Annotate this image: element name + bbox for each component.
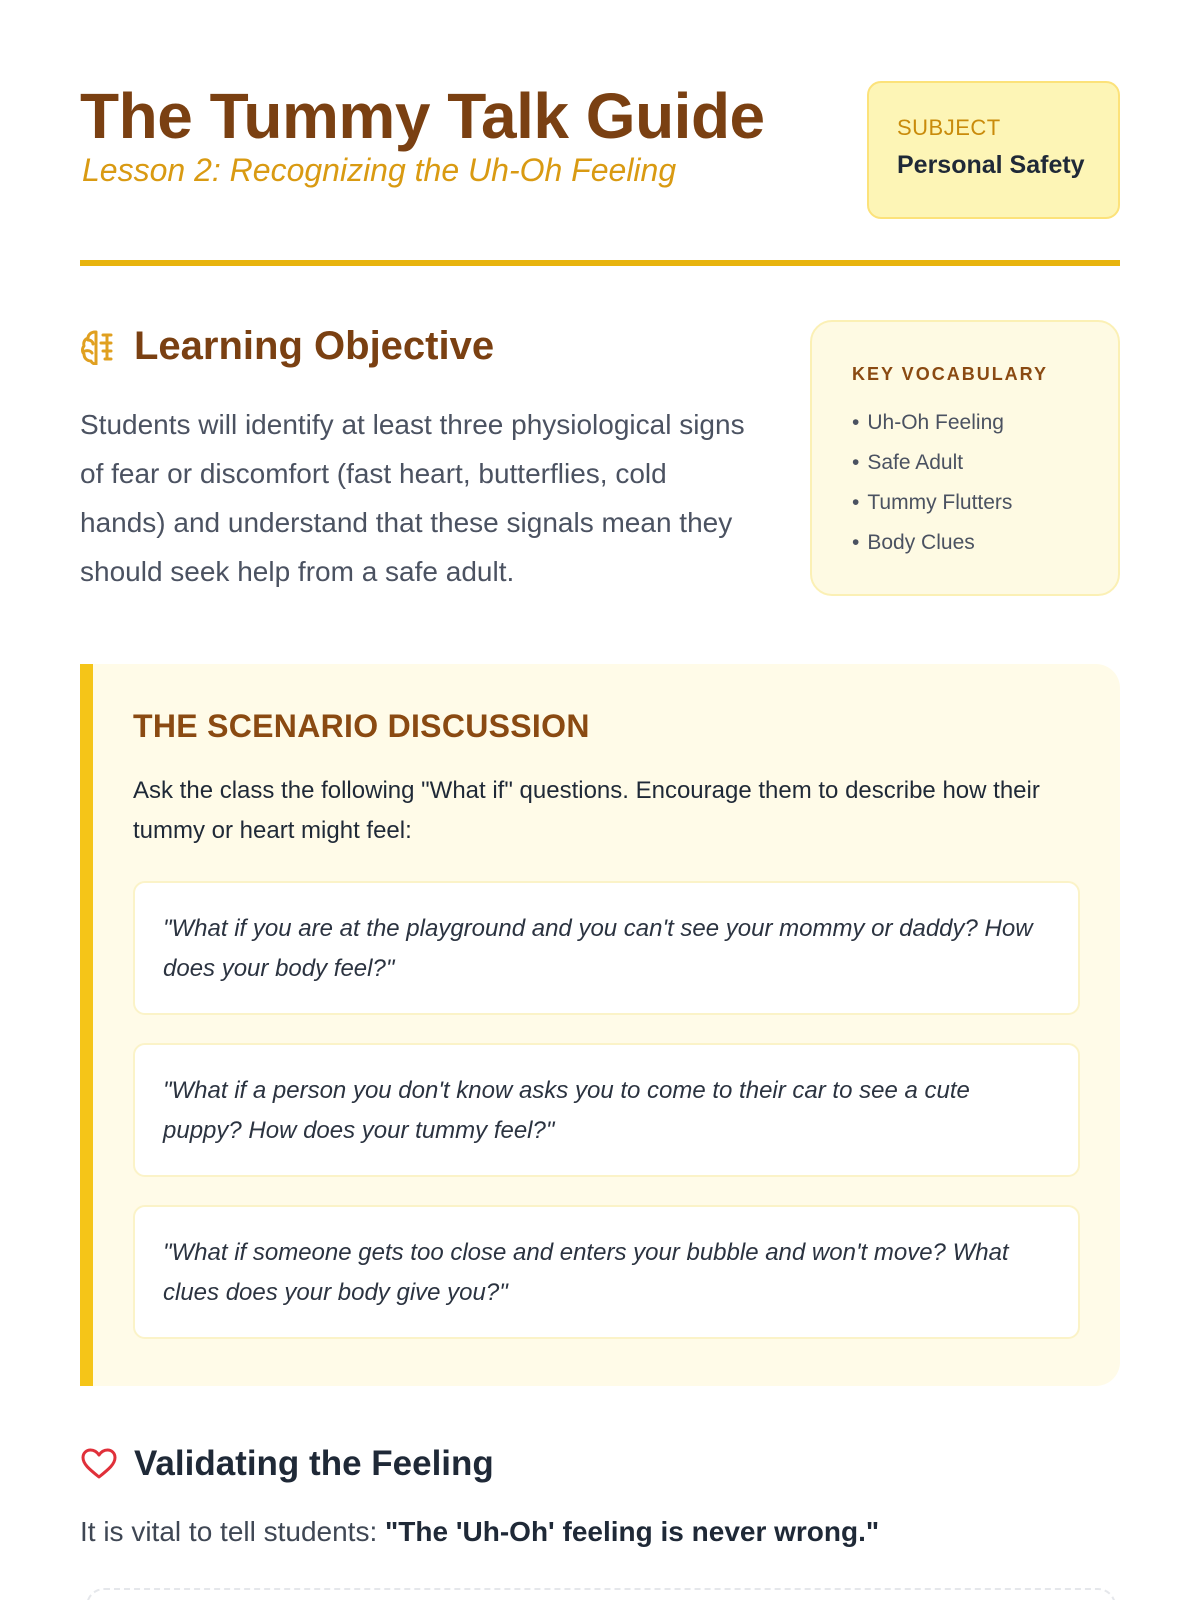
validation-body bbox=[80, 1516, 1120, 1548]
dashed-callout-box bbox=[86, 1588, 1116, 1600]
validation-body-prefix: It is vital to tell students: bbox=[80, 1516, 386, 1547]
vocabulary-item: • Tummy Flutters bbox=[852, 483, 1118, 523]
validation-heading bbox=[80, 1442, 1120, 1486]
validation-heading-text: Validating the Feeling bbox=[134, 1444, 494, 1483]
vocabulary-item: • Uh-Oh Feeling bbox=[852, 403, 1118, 443]
vocabulary-item: • Body Clues bbox=[852, 523, 1118, 563]
scenario-title: THE SCENARIO DISCUSSION bbox=[133, 708, 590, 744]
lesson-subtitle: Lesson 2: Recognizing the Uh-Oh Feeling bbox=[82, 152, 677, 188]
key-vocabulary-card bbox=[810, 320, 1120, 596]
subject-label: SUBJECT bbox=[897, 115, 1001, 140]
vocabulary-item: • Safe Adult bbox=[852, 443, 1118, 483]
objective-body: Students will identify at least three physiological signs of fear or discomfort (fast heart, butterflies, cold hands) and understand that these signals mean they should seek help from a safe adult. bbox=[80, 409, 745, 587]
scenario-question-card: "What if a person you don't know asks you to come to their car to see a cute puppy? How does your tummy feel?" bbox=[133, 1043, 1080, 1177]
validation-quote: "The 'Uh-Oh' feeling is never wrong." bbox=[385, 1516, 880, 1547]
header bbox=[80, 80, 1120, 220]
vocabulary-list bbox=[852, 403, 1118, 563]
scenario-discussion-section bbox=[80, 664, 1120, 1386]
brain-icon bbox=[80, 327, 118, 365]
page-title: The Tummy Talk Guide bbox=[80, 80, 765, 152]
scenario-question-card: "What if you are at the playground and you can't see your mommy or daddy? How does your body feel?" bbox=[133, 881, 1080, 1015]
vocabulary-title: KEY VOCABULARY bbox=[852, 364, 1049, 384]
header-divider bbox=[80, 260, 1120, 266]
objective-heading-text: Learning Objective bbox=[134, 324, 495, 368]
subject-card bbox=[867, 81, 1120, 219]
subject-value: Personal Safety bbox=[897, 151, 1085, 179]
scenario-question-card: "What if someone gets too close and enters your bubble and won't move? What clues does your body give you?" bbox=[133, 1205, 1080, 1339]
objective-heading bbox=[80, 322, 760, 370]
heart-icon bbox=[80, 1445, 118, 1483]
learning-objective-section bbox=[80, 322, 760, 596]
validating-feeling-section bbox=[80, 1442, 1120, 1548]
scenario-intro: Ask the class the following "What if" questions. Encourage them to describe how their tummy or heart might feel: bbox=[133, 777, 1040, 844]
